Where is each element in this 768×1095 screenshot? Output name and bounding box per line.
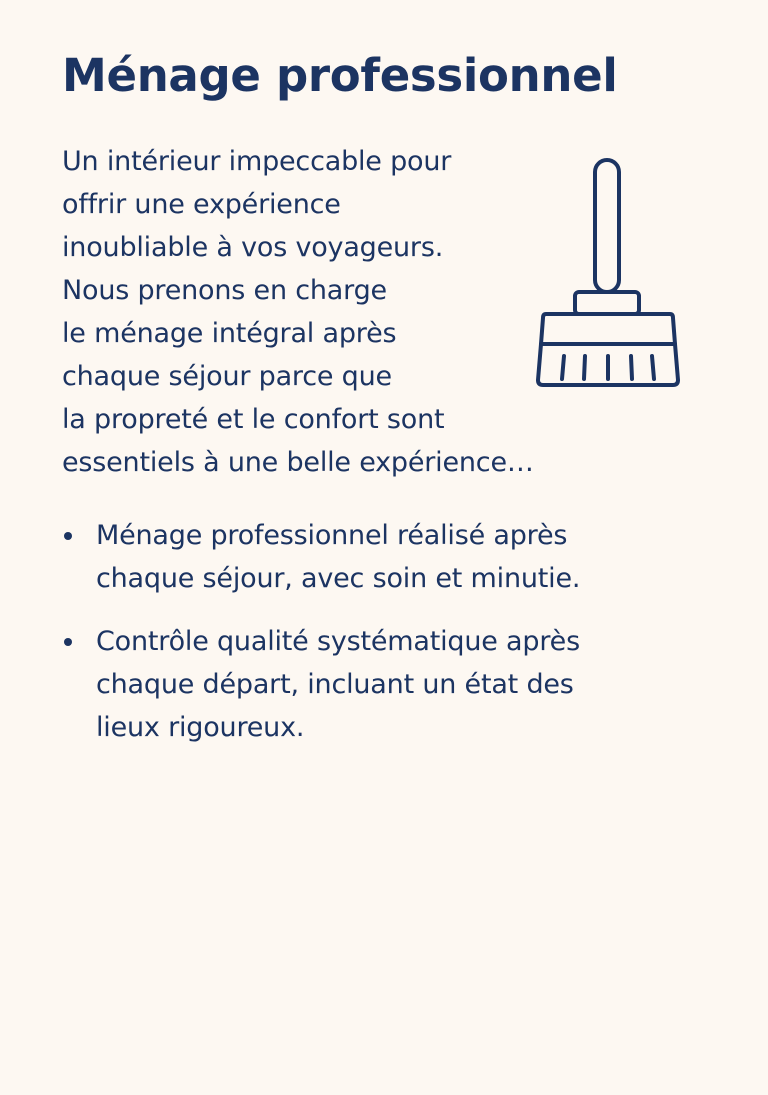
list-item-line: Contrôle qualité systématique après [96,626,580,657]
feature-list [62,514,702,769]
broom-handle [595,160,619,292]
broom-head [541,314,675,344]
intro-line: offrir une expérience [62,189,341,220]
list-item [62,620,702,749]
intro-line: Un intérieur impeccable pour [62,146,452,177]
broom-icon [530,152,686,394]
intro-line: inoubliable à vos voyageurs. [62,232,444,263]
intro-line: la propreté et le confort sont [62,404,445,435]
bullet-dot [64,532,72,540]
broom-ferrule [575,292,639,314]
page-title: Ménage professionnel [62,49,618,102]
list-item-line: chaque départ, incluant un état des [96,669,574,700]
intro-line: essentiels à une belle expérience… [62,447,534,478]
intro-line: Nous prenons en charge [62,275,387,306]
list-item-line: chaque séjour, avec soin et minutie. [96,563,581,594]
bullet-dot [64,638,72,646]
list-item-line: Ménage professionnel réalisé après [96,520,568,551]
list-item-line: lieux rigoureux. [96,712,305,743]
intro-line: le ménage intégral après [62,318,397,349]
intro-line: chaque séjour parce que [62,361,392,392]
list-item [62,514,702,600]
